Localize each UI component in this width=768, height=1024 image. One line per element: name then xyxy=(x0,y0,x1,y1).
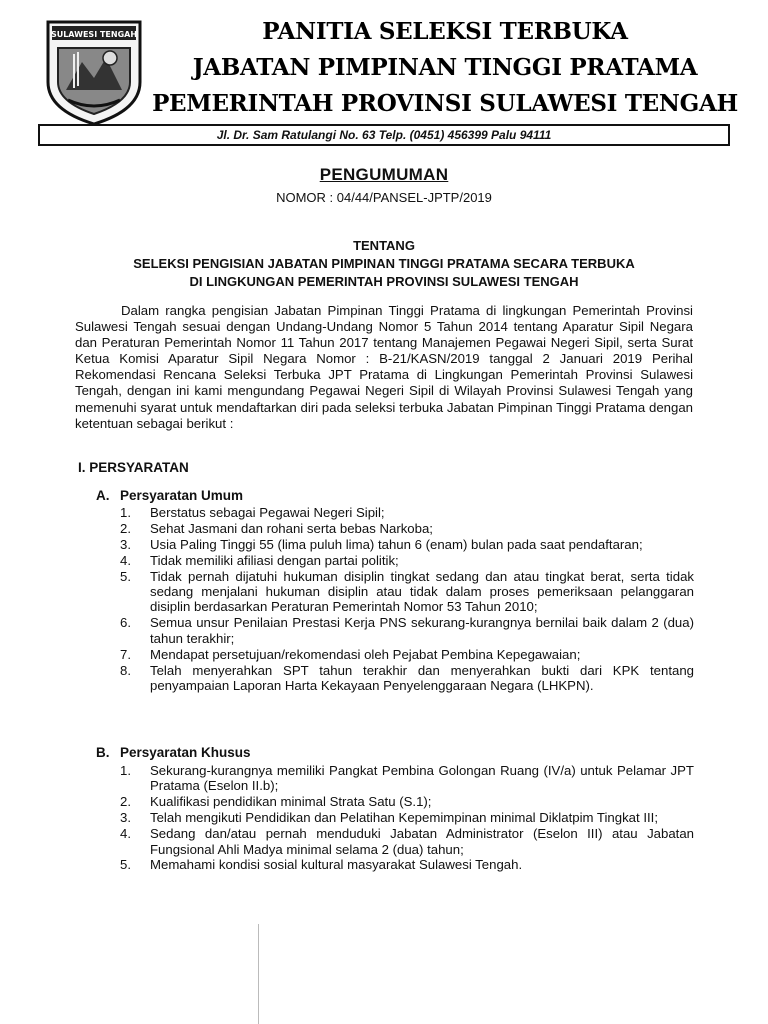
subject-line-2: DI LINGKUNGAN PEMERINTAH PROVINSI SULAWESI TENGAH xyxy=(189,274,579,289)
general-requirements-list xyxy=(120,505,694,694)
announcement-number: NOMOR : 04/44/PANSEL-JPTP/2019 xyxy=(276,190,492,205)
general-requirements-heading xyxy=(96,488,243,503)
special-requirements-letter: B. xyxy=(96,745,110,760)
list-item: 4. Sedang dan/atau pernah menduduki Jabatan Administrator (Eselon III) atau Jabatan Fungsional Ahli Madya minimal selama 2 (dua) tahun; xyxy=(120,826,694,857)
list-item: 1. Berstatus sebagai Pegawai Negeri Sipil; xyxy=(120,505,385,520)
subject-line-1: SELEKSI PENGISIAN JABATAN PIMPINAN TINGGI PRATAMA SECARA TERBUKA xyxy=(133,256,635,271)
special-requirements-list xyxy=(120,763,694,873)
letterhead-line-1: PANITIA SELEKSI TERBUKA xyxy=(262,18,628,45)
list-item: 8. Telah menyerahkan SPT tahun terakhir dan menyerahkan bukti dari KPK tentang penyampaian Laporan Harta Kekayaan Penyelenggaraan Negara (LHKPN). xyxy=(120,662,694,693)
list-item: 5. Memahami kondisi sosial kultural masyarakat Sulawesi Tengah. xyxy=(120,857,523,873)
announcement-title: PENGUMUMAN xyxy=(319,165,449,184)
announcement-subject xyxy=(0,237,768,291)
section-requirements-heading: I. PERSYARATAN xyxy=(78,460,189,475)
list-item: 3. Telah mengikuti Pendidikan dan Pelatihan Kepemimpinan minimal Diklatpim Tingkat III; xyxy=(120,810,658,826)
special-requirements-title: Persyaratan Khusus xyxy=(120,745,251,760)
general-requirements-letter: A. xyxy=(96,488,110,503)
list-item: 4. Tidak memiliki afiliasi dengan partai politik; xyxy=(120,552,399,568)
letterhead xyxy=(150,14,740,122)
intro-paragraph: Dalam rangka pengisian Jabatan Pimpinan Tinggi Pratama di lingkungan Pemerintah Provinsi Sulawesi Tengah sesuai dengan Undang-Undang Nomor 5 Tahun 2014 tentang Aparatur Sipil Negara dan Peraturan Pemerintah Nomor 11 Tahun 2017 tentang Manajemen Pegawai Negeri Sipil, serta Surat Ketua Komisi Aparatur Sipil Negara Nomor : B-21/KASN/2019 tanggal 2 Januari 2019 Perihal Rekomendasi Rencana Seleksi Terbuka JPT Pratama di Lingkungan Pemerintah Provinsi Sulawesi Tengah, dengan ini kami mengundang Pegawai Negeri Sipil di Wilayah Provinsi Sulawesi Tengah yang memenuhi syarat untuk mendaftarkan diri pada seleksi terbuka Jabatan Pimpinan Tinggi Pratama dengan ketentuan sebagai berikut : xyxy=(75,303,693,431)
list-item: 7. Mendapat persetujuan/rekomendasi oleh Pejabat Pembina Kepegawaian; xyxy=(120,646,581,662)
list-item: 3. Usia Paling Tinggi 55 (lima puluh lima) tahun 6 (enam) bulan pada saat pendaftaran; xyxy=(120,536,643,552)
address-box: Jl. Dr. Sam Ratulangi No. 63 Telp. (0451) 456399 Palu 94111 xyxy=(38,124,730,146)
list-item: 2. Kualifikasi pendidikan minimal Strata Satu (S.1); xyxy=(120,794,432,810)
special-requirements-heading xyxy=(96,745,251,760)
emblem-banner-text: SULAWESI TENGAH xyxy=(50,30,138,39)
letterhead-line-2: JABATAN PIMPINAN TINGGI PRATAMA xyxy=(192,54,698,81)
province-emblem-logo xyxy=(44,18,144,126)
letterhead-line-3: PEMERINTAH PROVINSI SULAWESI TENGAH xyxy=(152,90,738,117)
list-item: 1. Sekurang-kurangnya memiliki Pangkat Pembina Golongan Ruang (IV/a) untuk Pelamar JPT Pratama (Eselon II.b); xyxy=(120,763,694,794)
subject-label: TENTANG xyxy=(353,238,415,253)
list-item: 6. Semua unsur Penilaian Prestasi Kerja PNS sekurang-kurangnya bernilai baik dalam 2 (dua) tahun terakhir; xyxy=(120,615,694,646)
list-item: 5. Tidak pernah dijatuhi hukuman disiplin tingkat sedang dan atau tingkat berat, serta tidak sedang menjalani hukuman disiplin atau tidak dalam proses pemeriksaan pelanggaran disiplin berdasarkan Peraturan Pemerintah Nomor 53 Tahun 2010; xyxy=(120,568,694,615)
scan-artifact-line xyxy=(258,924,259,1024)
list-item: 2. Sehat Jasmani dan rohani serta bebas Narkoba; xyxy=(120,520,433,536)
general-requirements-title: Persyaratan Umum xyxy=(120,488,244,503)
